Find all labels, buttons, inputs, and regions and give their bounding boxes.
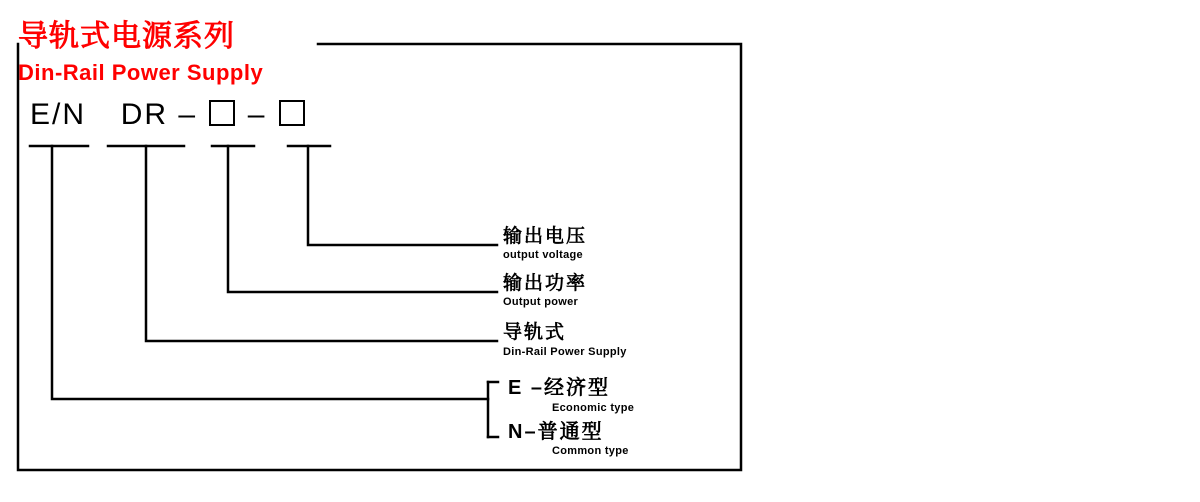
model-code-series: DR <box>120 98 169 131</box>
option-common-cn: N–普通型 <box>508 421 604 443</box>
callout-output-power-en: Output power <box>503 296 579 308</box>
diagram-title-en: Din-Rail Power Supply <box>18 60 264 85</box>
option-economic-en: Economic type <box>552 402 635 414</box>
callout-din-rail-cn: 导轨式 <box>503 322 567 343</box>
model-code <box>30 100 307 130</box>
callout-din-rail-en: Din-Rail Power Supply <box>503 346 627 358</box>
callout-output-voltage-en: output voltage <box>503 249 583 261</box>
diagram-title-cn: 导轨式电源系列 <box>18 20 235 53</box>
model-code-dash2: – <box>247 98 267 131</box>
model-code-box-voltage <box>279 100 305 126</box>
option-common-en: Common type <box>552 445 629 457</box>
model-code-prefix: E/N <box>30 98 87 131</box>
callout-output-power-cn: 输出功率 <box>503 273 588 294</box>
callout-output-voltage-cn: 输出电压 <box>503 226 588 247</box>
option-economic-cn: E –经济型 <box>508 377 611 399</box>
model-code-box-power <box>209 100 235 126</box>
model-code-dash1: – <box>178 98 198 131</box>
